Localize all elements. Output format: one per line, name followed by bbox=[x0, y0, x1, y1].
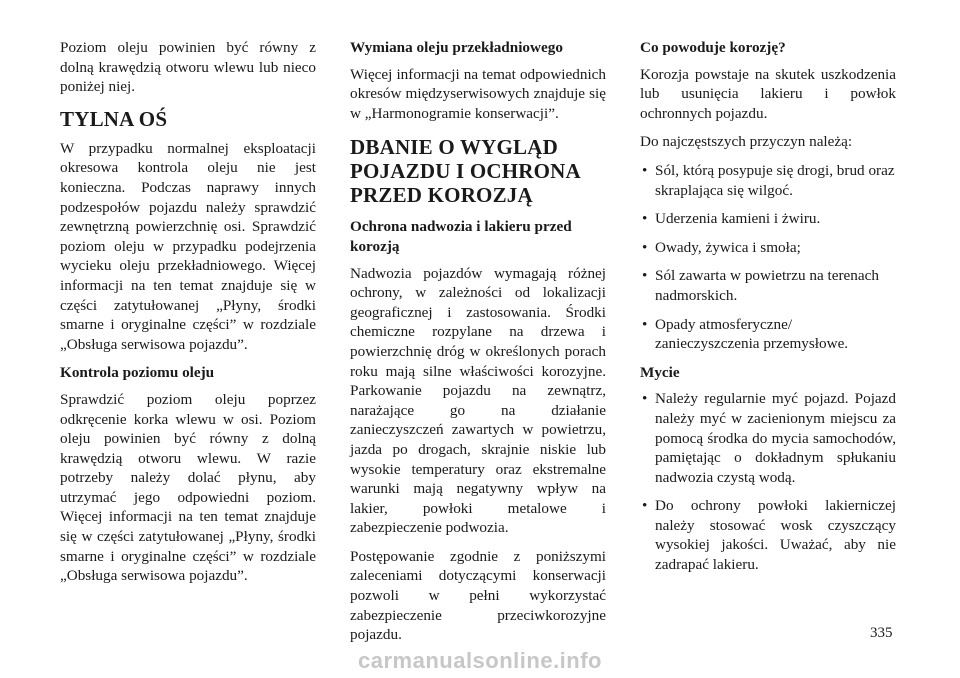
heading-rear-axle: TYLNA OŚ bbox=[60, 106, 168, 131]
list-item: • Opady atmosferyczne/ zanieczyszczenia przemysłowe. bbox=[640, 315, 896, 354]
heading-appearance-corrosion: DBANIE O WYGLĄD POJAZDU I OCHRONA PRZED KOROZJĄ bbox=[350, 135, 580, 208]
paragraph-oil-level-intro: Poziom oleju powinien być równy z dolną krawędzią otworu wlewu lub nieco poniżej niej. bbox=[60, 39, 316, 96]
paragraph-corrosion: Korozja powstaje na skutek uszkodzenia lub usunięcia lakieru i powłok ochronnych pojazdu. bbox=[640, 65, 896, 122]
paragraph-oil-level-check: Sprawdzić poziom oleju poprzez odkręcenie korka wlewu w osi. Poziom oleju powinien być równy z dolną krawędzią otworu wlewu. W razie potrzeby należy dolać płynu, aby utrzymać jego odpowiedni poziom. Więcej informacji na ten temat znajduje się w części zatytułowanej „Płyny, środki smarne i oryginalne części” w rozdziale „Obsługa serwisowa pojazdu”. bbox=[60, 390, 316, 585]
column-middle bbox=[350, 38, 606, 654]
column-left bbox=[60, 38, 316, 595]
list-item: • Owady, żywica i smoła; bbox=[640, 238, 896, 258]
list-item: • Do ochrony powłoki lakierniczej należy stosować wosk czyszczący wysokiej jakości. Uważać, aby nie zadrapać lakieru. bbox=[640, 496, 896, 574]
paragraph-gear-oil-change: Więcej informacji na temat odpowiednich okresów międzyserwisowych znajduje się w „Harmonogramie konserwacji”. bbox=[350, 65, 606, 122]
subheading-body-paint-protection: Ochrona nadwozia i lakieru przed korozją bbox=[350, 218, 572, 255]
subheading-oil-level-check: Kontrola poziomu oleju bbox=[60, 364, 215, 382]
paragraph-body-protection: Nadwozia pojazdów wymagają różnej ochrony, w zależności od lokalizacji geograficznej i zastosowania. Środki chemiczne rozpylane na drzewa i powierzchnię dróg w określonych porach roku mają silne właściwości korozyjne. Parkowanie pojazdu na zewnątrz, narażające go na działanie zanieczyszczeń zawartych w powietrzu, jazda po drogach, skrajnie niskie lub wysokie temperatury oraz ekstremalne warunki mają negatywny wpływ na lakier, powłoki metalowe i zabezpieczenie podwozia. bbox=[350, 264, 606, 537]
paragraph-rear-axle: W przypadku normalnej eksploatacji okresowa kontrola oleju nie jest konieczna. Podczas naprawy innych podzespołów pojazdu należy sprawdzić zewnętrzną powierzchnię osi. Sprawdzić poziom oleju w przypadku podejrzenia wycieku oleju przekładniowego. Więcej informacji na ten temat znajduje się w części zatytułowanej „Płyny, środki smarne i oryginalne części” w rozdziale „Obsługa serwisowa pojazdu”. bbox=[60, 139, 316, 353]
list-corrosion-causes bbox=[640, 161, 896, 354]
subheading-washing: Mycie bbox=[640, 363, 680, 381]
list-item: • Sól, którą posypuje się drogi, brud oraz skraplająca się wilgoć. bbox=[640, 161, 896, 200]
watermark: carmanualsonline.info bbox=[358, 648, 602, 673]
list-item: • Należy regularnie myć pojazd. Pojazd należy myć w zacienionym miejscu za pomocą środka do mycia samochodów, pamiętając o dokładnym spłukaniu nadwozia czystą wodą. bbox=[640, 389, 896, 487]
paragraph-maintenance-advice: Postępowanie zgodnie z poniższymi zaleceniami dotyczącymi konserwacji pozwoli w pełni wykorzystać zabezpieczenie przeciwkorozyjne pojazdu. bbox=[350, 547, 606, 644]
list-item: • Uderzenia kamieni i żwiru. bbox=[640, 209, 896, 229]
subheading-corrosion-causes: Co powoduje korozję? bbox=[640, 39, 786, 56]
paragraph-common-causes: Do najczęstszych przyczyn należą: bbox=[640, 133, 853, 151]
subheading-gear-oil-change: Wymiana oleju przekładniowego bbox=[350, 39, 563, 56]
list-washing bbox=[640, 389, 896, 574]
list-item: • Sól zawarta w powietrzu na terenach nadmorskich. bbox=[640, 266, 896, 305]
page-number: 335 bbox=[870, 625, 893, 641]
column-right bbox=[640, 38, 896, 584]
